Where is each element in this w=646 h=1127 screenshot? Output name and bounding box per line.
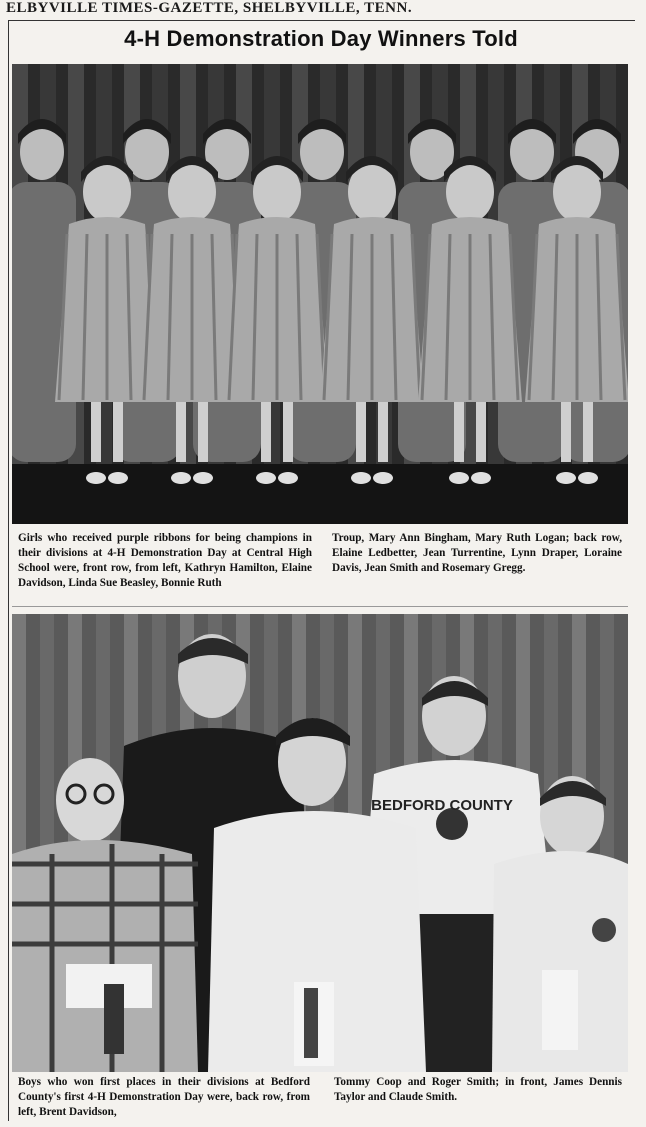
headline: 4-H Demonstration Day Winners Told (124, 26, 518, 51)
photo-girls-illustration (12, 64, 628, 524)
shirt-text: BEDFORD COUNTY (371, 797, 513, 814)
photo-boys-illustration (12, 614, 628, 1072)
caption-boys-right: Tommy Coop and Roger Smith; in front, James Dennis Taylor and Claude Smith. (334, 1076, 622, 1103)
caption-girls-left: Girls who received purple ribbons for being champions in their divisions at 4-H Demonstration Day at Central High School were, front row, from left, Kathryn Hamilton, Elaine Davidson, Linda Sue Beasley, Bonnie Ruth (18, 532, 312, 589)
caption-girls-right: Troup, Mary Ann Bingham, Mary Ruth Logan; back row, Elaine Ledbetter, Jean Turrentine, Lynn Draper, Loraine Davis, Jean Smith and Rosemary Gregg. (332, 532, 622, 574)
photo-boys-group (12, 614, 628, 1072)
section-divider (12, 606, 628, 607)
masthead: ELBYVILLE TIMES-GAZETTE, SHELBYVILLE, TENN. (6, 0, 413, 16)
photo-girls-group (12, 64, 628, 524)
caption-boys-left: Boys who won first places in their divisions at Bedford County's first 4-H Demonstration Day were, back row, from left, Brent Davidson, (18, 1076, 310, 1118)
